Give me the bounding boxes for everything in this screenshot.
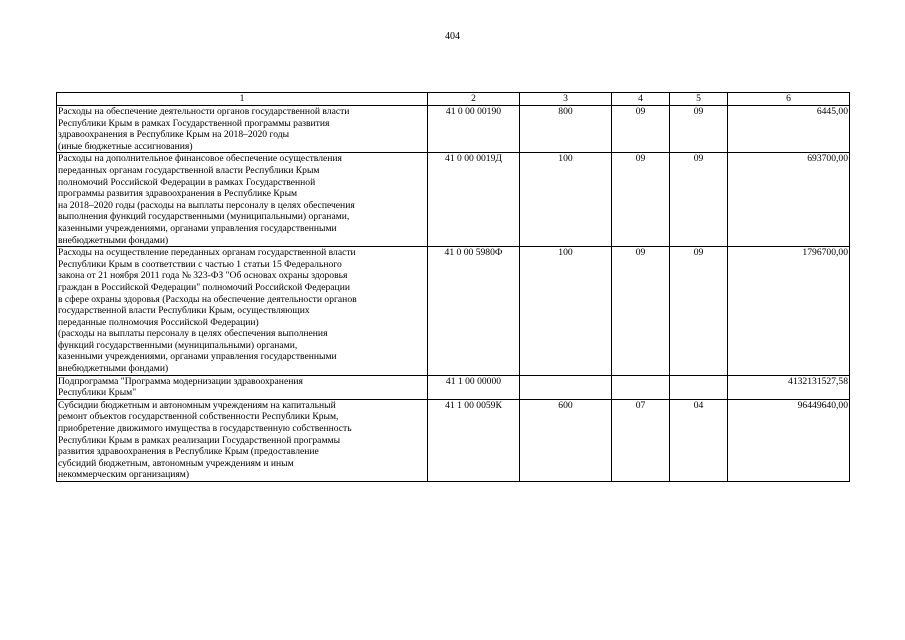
row-target-code: 41 0 00 00190 xyxy=(428,106,520,153)
row-expense-type xyxy=(520,375,612,399)
table-row xyxy=(57,399,850,481)
row-name: Расходы на осуществление переданных органам государственной власти Республики Крым в соответствии с частью 1 статьи 15 Федерального закона от 21 ноября 2011 года № 323-ФЗ "Об основах охраны здоровья граждан в Российской Федерации" полномочий Российской Федерации в сфере охраны здоровья (Расходы на обеспечение деятельности органов государственной власти Республики Крым, осуществляющих переданные полномочия Российской Федерации) (расходы на выплаты персоналу в целях обеспечения выполнения функций государственными (муниципальными) органами, казенными учреждениями, органами управления государственными внебюджетными фондами) xyxy=(57,247,428,376)
budget-table xyxy=(56,92,850,482)
header-col-4: 4 xyxy=(612,93,670,106)
row-subsection: 09 xyxy=(670,153,728,247)
header-col-2: 2 xyxy=(428,93,520,106)
row-subsection: 09 xyxy=(670,247,728,376)
row-section: 07 xyxy=(612,399,670,481)
header-col-5: 5 xyxy=(670,93,728,106)
row-name: Подпрограмма "Программа модернизации здравоохранения Республики Крым" xyxy=(57,375,428,399)
row-section: 09 xyxy=(612,247,670,376)
row-expense-type: 600 xyxy=(520,399,612,481)
row-amount: 96449640,00 xyxy=(728,399,850,481)
row-subsection xyxy=(670,375,728,399)
row-subsection: 04 xyxy=(670,399,728,481)
row-subsection: 09 xyxy=(670,106,728,153)
row-target-code: 41 1 00 00000 xyxy=(428,375,520,399)
table-row xyxy=(57,375,850,399)
table-row xyxy=(57,247,850,376)
row-amount: 693700,00 xyxy=(728,153,850,247)
table-header-row xyxy=(57,93,850,106)
row-name: Расходы на дополнительное финансовое обеспечение осуществления переданных органам государственной власти Республики Крым полномочий Российской Федерации в рамках Государственной программы развития здравоохранения в Республике Крым на 2018–2020 годы (расходы на выплаты персоналу в целях обеспечения выполнения функций государственными (муниципальными) органами, казенными учреждениями, органами управления государственными внебюджетными фондами) xyxy=(57,153,428,247)
row-amount: 1796700,00 xyxy=(728,247,850,376)
row-target-code: 41 0 00 0019Д xyxy=(428,153,520,247)
row-target-code: 41 1 00 0059К xyxy=(428,399,520,481)
header-col-1: 1 xyxy=(57,93,428,106)
row-section: 09 xyxy=(612,106,670,153)
row-expense-type: 100 xyxy=(520,247,612,376)
page-number: 404 xyxy=(445,31,460,42)
row-section: 09 xyxy=(612,153,670,247)
row-expense-type: 100 xyxy=(520,153,612,247)
row-amount: 6445,00 xyxy=(728,106,850,153)
table-row xyxy=(57,106,850,153)
header-col-6: 6 xyxy=(728,93,850,106)
row-name: Расходы на обеспечение деятельности органов государственной власти Республики Крым в рамках Государственной программы развития здравоохранения в Республике Крым на 2018–2020 годы (иные бюджетные ассигнования) xyxy=(57,106,428,153)
row-target-code: 41 0 00 5980Ф xyxy=(428,247,520,376)
header-col-3: 3 xyxy=(520,93,612,106)
row-amount: 4132131527,58 xyxy=(728,375,850,399)
row-section xyxy=(612,375,670,399)
table-row xyxy=(57,153,850,247)
row-expense-type: 800 xyxy=(520,106,612,153)
row-name: Субсидии бюджетным и автономным учреждениям на капитальный ремонт объектов государственной собственности Республики Крым, приобретение движимого имущества в государственную собственность Республики Крым в рамках реализации Государственной программы развития здравоохранения в Республике Крым (предоставление субсидий бюджетным, автономным учреждениям и иным некоммерческим организациям) xyxy=(57,399,428,481)
